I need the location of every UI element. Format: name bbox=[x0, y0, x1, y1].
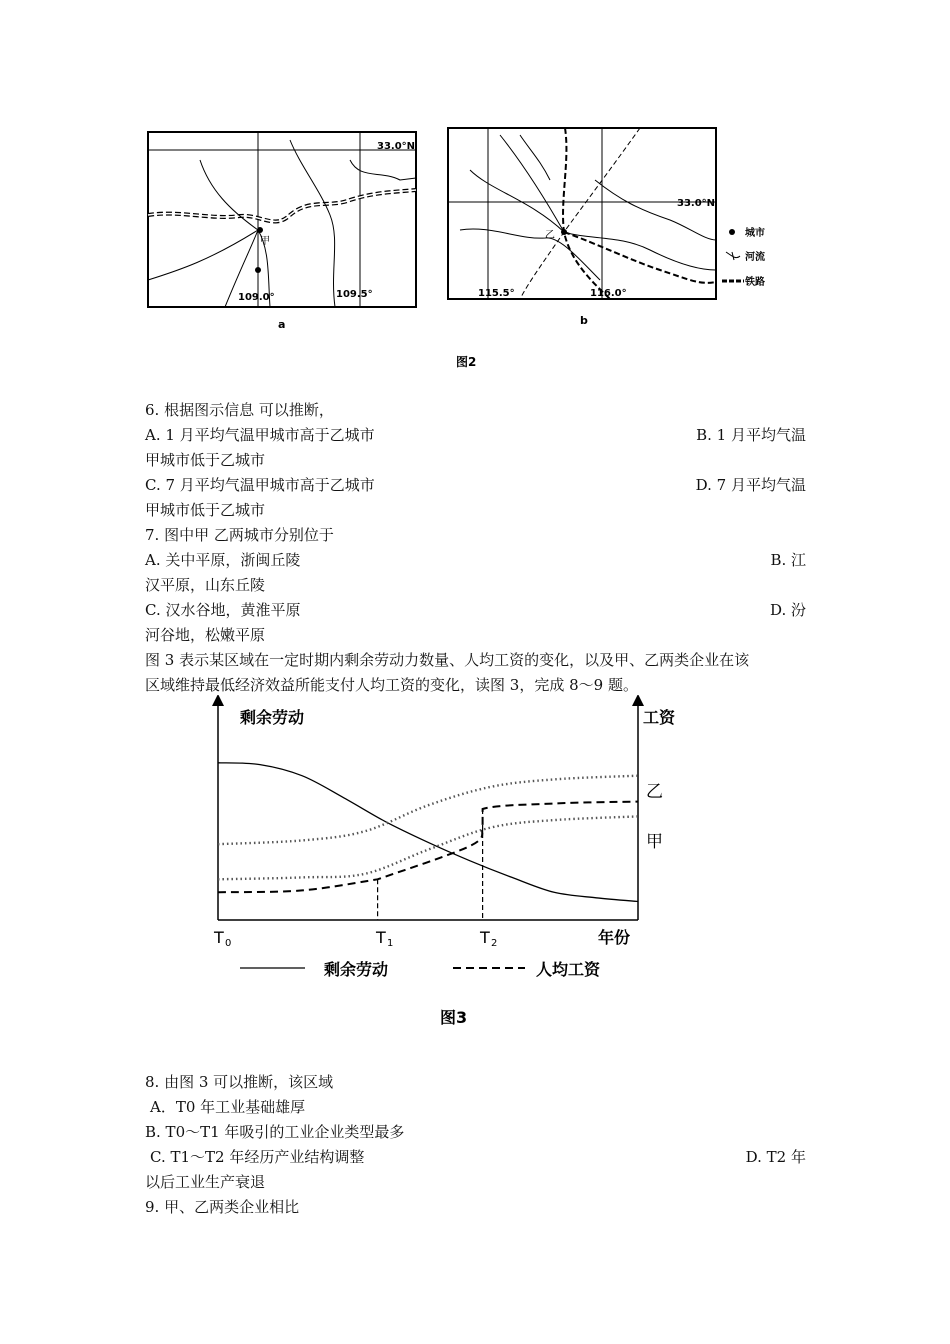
q6-option-d-cont: 甲城市低于乙城市 bbox=[145, 501, 266, 519]
chart-x-axis-title: 年份 bbox=[598, 928, 631, 947]
chart-left-axis-title: 剩余劳动 bbox=[240, 708, 305, 727]
map-b-river bbox=[595, 180, 716, 240]
q8-option-d: D. T2 年 bbox=[745, 1148, 806, 1166]
q7-option-c: C. 汉水谷地，黄淮平原 bbox=[145, 601, 301, 619]
q6-option-row-cd bbox=[145, 475, 806, 495]
q6-option-c: C. 7 月平均气温甲城市高于乙城市 bbox=[145, 476, 375, 494]
map-a-lon-left-label: 109.0° bbox=[238, 292, 275, 303]
q6-option-b-cont: 甲城市低于乙城市 bbox=[145, 451, 266, 469]
x-tick-sub-t2: 2 bbox=[491, 938, 498, 949]
figure-2-caption: 图2 bbox=[456, 355, 477, 369]
figure-3-chart bbox=[200, 695, 680, 1040]
q6-stem: 6. 根据图示信息 可以推断， bbox=[145, 401, 334, 419]
map-a-river bbox=[290, 140, 335, 307]
map-a-lat-label: 33.0°N bbox=[377, 141, 416, 152]
map-a bbox=[148, 132, 416, 331]
map-a-railway bbox=[148, 190, 416, 221]
map-b-city-label: 乙 bbox=[545, 230, 555, 241]
map-a-city-marker bbox=[257, 227, 263, 233]
figure-2 bbox=[140, 120, 800, 370]
q8-option-d-cont: 以后工业生产衰退 bbox=[145, 1173, 266, 1191]
figure-3-intro-line-2: 区域维持最低经济效益所能支付人均工资的变化，读图 3，完成 8～9 题。 bbox=[145, 676, 638, 694]
legend-city-label: 城市 bbox=[745, 228, 765, 239]
map-a-river bbox=[200, 160, 258, 307]
q7-option-row-ab bbox=[145, 550, 806, 570]
legend-city-icon bbox=[729, 229, 735, 235]
q8-option-b: B. T0～T1 年吸引的工业企业类型最多 bbox=[145, 1123, 405, 1141]
map-a-caption: a bbox=[278, 318, 286, 331]
map-legend bbox=[722, 226, 765, 288]
map-b-lat-label: 33.0°N bbox=[677, 198, 716, 209]
x-tick-label-t0: T bbox=[214, 928, 224, 947]
figure-3-caption: 图3 bbox=[440, 1008, 468, 1027]
x-tick-sub-t0: 0 bbox=[225, 938, 232, 949]
series-surplus-labor bbox=[218, 763, 638, 902]
legend-avg-wage-label: 人均工资 bbox=[536, 960, 601, 979]
legend-railway-label: 铁路 bbox=[745, 277, 765, 288]
x-tick-label-t2: T bbox=[480, 928, 490, 947]
series-jia bbox=[218, 816, 638, 879]
map-b-city-marker bbox=[561, 229, 567, 235]
q7-option-d: D. 汾 bbox=[769, 601, 806, 619]
x-tick-t1 bbox=[375, 928, 393, 949]
q7-stem: 7. 图中甲 乙两城市分别位于 bbox=[145, 526, 334, 544]
q6-option-row-ab bbox=[145, 425, 806, 445]
x-tick-label-t1: T bbox=[376, 928, 386, 947]
q6-option-b: B. 1 月平均气温 bbox=[696, 426, 806, 444]
q7-option-b: B. 江 bbox=[770, 551, 806, 569]
map-a-city-label: 甲 bbox=[260, 236, 270, 247]
map-b bbox=[448, 128, 716, 327]
series-yi bbox=[218, 776, 638, 845]
q7-option-b-cont: 汉平原，山东丘陵 bbox=[145, 576, 266, 594]
series-avg-wage bbox=[218, 802, 638, 893]
q9-stem: 9. 甲、乙两类企业相比 bbox=[145, 1198, 300, 1216]
legend-surplus-labor-label: 剩余劳动 bbox=[324, 960, 389, 979]
legend-river-icon bbox=[726, 252, 740, 260]
q6-option-d: D. 7 月平均气温 bbox=[695, 476, 806, 494]
map-a-railway-core bbox=[148, 190, 416, 221]
q8-stem: 8. 由图 3 可以推断，该区域 bbox=[145, 1073, 334, 1091]
map-b-lon-left-label: 115.5° bbox=[478, 288, 515, 299]
q8-option-row-cd bbox=[145, 1147, 806, 1167]
map-b-river bbox=[520, 135, 550, 180]
x-tick-t2 bbox=[479, 928, 497, 949]
map-a-lon-right-label: 109.5° bbox=[336, 289, 373, 300]
q8-option-c: C. T1～T2 年经历产业结构调整 bbox=[150, 1148, 365, 1166]
chart-right-axis-title: 工资 bbox=[643, 708, 676, 727]
x-tick-sub-t1: 1 bbox=[387, 938, 394, 949]
legend-river-label: 河流 bbox=[745, 252, 765, 263]
map-a-town-marker bbox=[255, 267, 261, 273]
chart-legend bbox=[240, 960, 601, 979]
q7-option-d-cont: 河谷地，松嫩平原 bbox=[145, 626, 266, 644]
map-b-railway bbox=[520, 128, 640, 299]
q8-option-a: A．T0 年工业基础雄厚 bbox=[150, 1098, 306, 1116]
q6-option-a: A. 1 月平均气温甲城市高于乙城市 bbox=[145, 426, 375, 444]
map-b-river bbox=[460, 229, 600, 280]
series-label-jia: 甲 bbox=[646, 832, 663, 852]
x-tick-t0 bbox=[213, 928, 231, 949]
series-label-yi: 乙 bbox=[646, 782, 663, 802]
map-b-caption: b bbox=[580, 314, 588, 327]
q7-option-row-cd bbox=[145, 600, 806, 620]
q7-option-a: A. 关中平原，浙闽丘陵 bbox=[145, 551, 301, 569]
figure-3-intro-line-1: 图 3 表示某区域在一定时期内剩余劳动力数量、人均工资的变化，以及甲、乙两类企业在该 bbox=[145, 651, 750, 669]
map-b-railway bbox=[563, 128, 610, 299]
map-b-lon-right-label: 116.0° bbox=[590, 288, 627, 299]
